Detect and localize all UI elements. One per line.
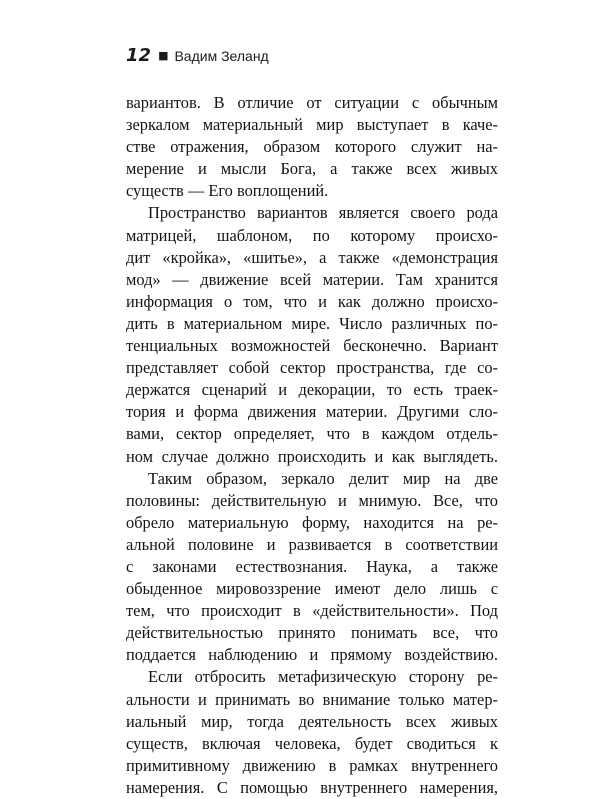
paragraph: [126, 202, 498, 467]
text-line: существ — Его воплощений.: [126, 181, 329, 201]
text-line: обрело материальную форму, находится на ре-: [126, 512, 498, 532]
text-line: мод» — движение всей материи. Там хранится: [126, 269, 498, 289]
text-line: дить в материальном мире. Число различных по-: [126, 313, 498, 333]
text-line: вариантов. В отличие от ситуации с обычным: [126, 93, 498, 112]
text-line: поддается наблюдению и прямому воздействию.: [126, 645, 498, 665]
text-line: обыденное мировоззрение имеют дело лишь с: [126, 579, 498, 599]
text-line: Если отбросить метафизическую сторону ре-: [148, 667, 498, 687]
text-line: ном случае должно происходить и как выглядеть.: [126, 446, 498, 466]
text-line: мерение и мысли Бога, а также всех живых: [126, 159, 498, 179]
text-line: альной половине и развивается в соответствии: [126, 534, 498, 554]
paragraph: [126, 92, 498, 202]
text-line: информация о том, что и как должно происхо-: [126, 291, 498, 311]
author-name: Вадим Зеланд: [174, 48, 269, 64]
text-line: намерения. С помощью внутреннего намерения,: [126, 777, 498, 797]
text-line: представляет собой сектор пространства, где со-: [126, 358, 498, 378]
text-line: стве отражения, образом которого служит на-: [126, 137, 498, 157]
text-line: существ, включая человека, будет сводиться к: [126, 733, 498, 753]
paragraph: [126, 468, 498, 667]
running-header: [126, 45, 269, 66]
text-line: иальный мир, тогда деятельность всех живых: [126, 711, 498, 731]
text-line: матрицей, шаблоном, по которому происхо-: [126, 225, 498, 245]
text-line: тория и форма движения материи. Другими сло-: [126, 402, 498, 422]
text-line: примитивному движению в рамках внутреннего: [126, 755, 498, 775]
header-separator: ■: [158, 49, 169, 62]
text-line: тенциальных возможностей бесконечно. Вариант: [126, 336, 498, 356]
text-line: вами, сектор определяет, что в каждом отдель-: [126, 424, 498, 444]
text-line: Пространство вариантов является своего рода: [148, 203, 498, 223]
text-line: держатся сценарий и декорации, то есть траек-: [126, 380, 498, 400]
text-line: действительностью принято понимать все, что: [126, 623, 498, 643]
text-line: зеркалом материальный мир выступает в каче-: [126, 115, 498, 135]
text-line: с законами естествознания. Наука, а также: [126, 556, 498, 576]
body-text: [126, 92, 498, 799]
text-line: половины: действительную и мнимую. Все, что: [126, 490, 498, 510]
text-line: альности и принимать во внимание только матер-: [126, 689, 498, 709]
paragraph: [126, 666, 498, 799]
text-line: тем, что происходит в «действительности». Под: [126, 601, 498, 621]
page-number: 12: [126, 45, 152, 66]
text-line: дит «кройка», «шитье», а также «демонстрация: [126, 247, 498, 267]
text-line: Таким образом, зеркало делит мир на две: [148, 468, 498, 488]
